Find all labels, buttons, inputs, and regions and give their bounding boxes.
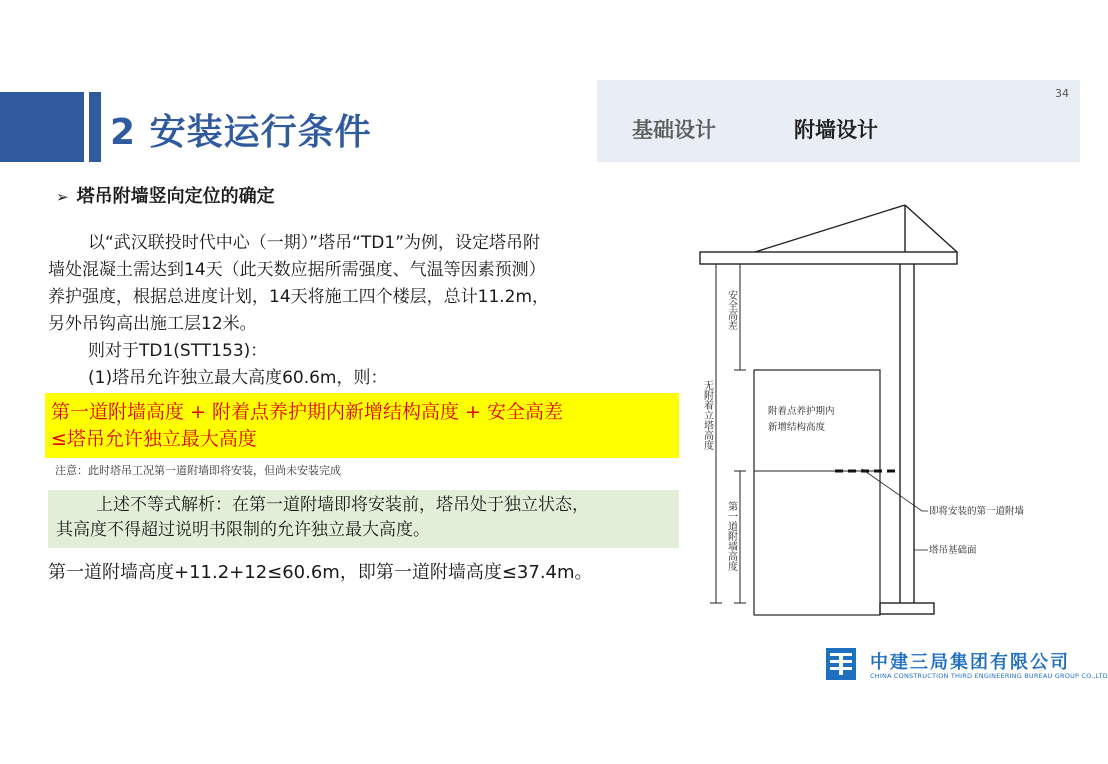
conclusion-text: 第一道附墙高度+11.2+12≤60.6m，即第一道附墙高度≤37.4m。 (48, 562, 593, 583)
analysis-line-1: 上述不等式解析：在第一道附墙即将安装前，塔吊处于独立状态， (96, 495, 589, 515)
crane-jib (700, 252, 957, 264)
body-line: 墙处混凝土需达到14天（此天数应据所需强度、气温等因素预测） (48, 260, 546, 280)
body-paragraph (48, 230, 684, 392)
note-text: 注意：此时塔吊工况第一道附墙即将安装，但尚未安装完成 (55, 464, 341, 477)
body-line: (1)塔吊允许独立最大高度60.6m，则： (88, 368, 388, 388)
slide-title: 2 安装运行条件 (110, 112, 372, 153)
jib-tie-left (755, 205, 905, 252)
analysis-line-2: 其高度不得超过说明书限制的允许独立最大高度。 (56, 520, 430, 540)
bullet-arrow-icon: ➢ (56, 188, 69, 206)
tab-foundation-design[interactable]: 基础设计 (632, 118, 716, 142)
label-free-height: 无附着立塔高度 (701, 380, 713, 450)
label-first-wall-height: 第一道附墙高度 (725, 501, 737, 571)
label-new-structure-1: 附着点养护期内 (768, 406, 835, 417)
crane-base (880, 603, 934, 614)
body-line: 以“武汉联投时代中心（一期）”塔吊“TD1”为例，设定塔吊附 (88, 233, 541, 253)
formula-line-2: ≤塔吊允许独立最大高度 (51, 428, 257, 450)
formula-highlight-box (45, 393, 679, 458)
jib-tie-right (905, 205, 957, 252)
label-upcoming-wall: 即将安装的第一道附墙 (929, 506, 1025, 517)
header-accent-stripe (89, 92, 101, 162)
company-logo (826, 648, 1108, 688)
section-heading-text: 塔吊附墙竖向定位的确定 (76, 186, 275, 207)
analysis-box (48, 490, 679, 548)
company-name-en: CHINA CONSTRUCTION THIRD ENGINEERING BUREAU GROUP CO.,LTD (870, 672, 1108, 680)
tower-crane-diagram (690, 195, 1080, 625)
body-line: 另外吊钩高出施工层12米。 (48, 314, 257, 334)
label-new-structure-2: 新增结构高度 (768, 422, 826, 433)
company-name-cn: 中建三局集团有限公司 (870, 652, 1070, 673)
header-accent-bar (0, 92, 84, 162)
label-foundation: 塔吊基础面 (929, 545, 977, 556)
body-line: 则对于TD1(STT153)： (88, 341, 268, 361)
label-safety: 安全高差 (725, 290, 737, 330)
cscec-logo-icon (826, 648, 856, 680)
tab-wall-attachment-design[interactable]: 附墙设计 (794, 118, 878, 142)
body-line: 养护强度，根据总进度计划，14天将施工四个楼层，总计11.2m， (48, 287, 550, 307)
page-number: 34 (1055, 87, 1069, 100)
leader-upcoming-wall (862, 469, 922, 511)
section-heading (56, 182, 275, 208)
formula-line-1: 第一道附墙高度 + 附着点养护期内新增结构高度 + 安全高差 (51, 401, 563, 423)
